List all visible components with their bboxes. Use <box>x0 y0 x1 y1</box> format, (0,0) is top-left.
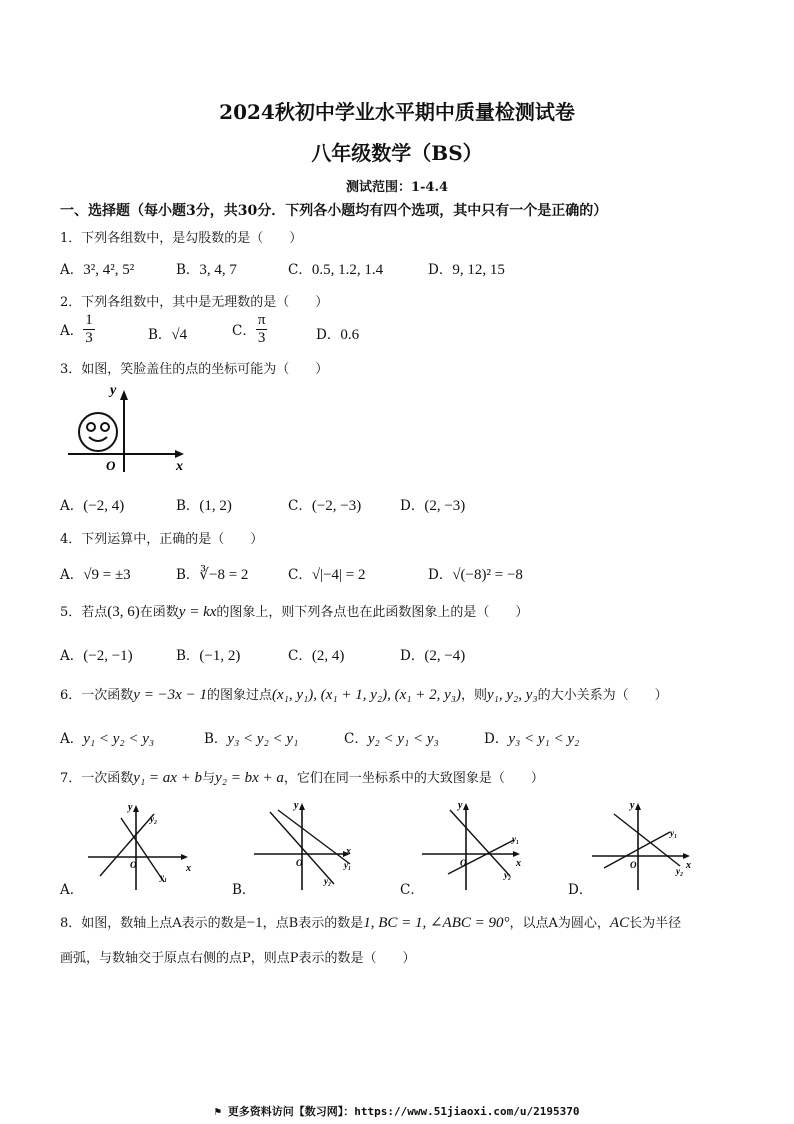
q2-option-b[interactable]: B．√4 <box>148 327 188 343</box>
footer-link[interactable] <box>0 1103 794 1119</box>
q2-option-c[interactable]: C． $\frac{\pi}{3}$ <box>232 312 266 346</box>
q6-option-b[interactable]: B．y₃ < y₂ < y₁ <box>204 731 299 747</box>
q7-graph-c[interactable] <box>420 800 530 892</box>
flag-icon: ⚑ <box>214 1105 222 1118</box>
svg-text:y₁: y₁ <box>512 834 520 844</box>
q7-option-a[interactable]: A． <box>60 882 84 898</box>
q1-option-a[interactable]: A．3², 4², 5² <box>60 262 135 278</box>
q3-y-label: y <box>110 383 117 398</box>
q7-option-d[interactable]: D． <box>568 882 593 898</box>
q7-graph-b[interactable] <box>252 800 362 892</box>
svg-text:y: y <box>128 802 133 813</box>
page-subtitle: 八年级数学（BS） <box>311 141 483 165</box>
svg-text:O: O <box>130 860 137 870</box>
q3-option-d[interactable]: D．(2, −3) <box>400 498 466 514</box>
question-8-stem-line2: 画弧，与数轴交于原点右侧的点P，则点P表示的数是（ ） <box>60 951 416 966</box>
svg-text:y₂: y₂ <box>324 876 332 886</box>
smiley-face-icon <box>79 413 117 451</box>
svg-text:O: O <box>630 860 637 870</box>
question-8-stem-line1: 8．如图，数轴上点A表示的数是−1，点B表示的数是1, BC = 1, ∠ABC = 90°，以点A为圆心，AC长为半径 <box>60 915 682 931</box>
q7-graph-d[interactable] <box>590 800 700 892</box>
q7-graph-a[interactable] <box>86 800 196 892</box>
q1-option-b[interactable]: B．3, 4, 7 <box>176 262 237 278</box>
question-3-stem: 3．如图，笑脸盖住的点的坐标可能为（ ） <box>60 362 329 377</box>
q7-option-b[interactable]: B． <box>232 882 256 898</box>
svg-text:x: x <box>686 860 691 871</box>
q6-option-c[interactable]: C．y₂ < y₁ < y₃ <box>344 731 439 747</box>
page-title: 2024秋初中学业水平期中质量检测试卷 <box>219 100 575 124</box>
section-heading: 一、选择题（每小题3分，共30分．下列各小题均有四个选项，其中只有一个是正确的） <box>60 203 608 219</box>
svg-text:O: O <box>460 858 467 868</box>
q5-option-b[interactable]: B．(−1, 2) <box>176 648 241 664</box>
q3-origin-label: O <box>106 458 116 473</box>
question-2-stem: 2．下列各组数中，其中是无理数的是（ ） <box>60 295 329 310</box>
svg-text:O: O <box>296 858 303 868</box>
q5-option-d[interactable]: D．(2, −4) <box>400 648 466 664</box>
svg-text:y: y <box>294 800 299 811</box>
q4-option-b[interactable]: B．∛−8 = 2 <box>176 567 249 583</box>
question-6-stem: 6．一次函数y = −3x − 1的图象过点(x₁, y₁), (x₁ + 1, y₂), (x₁ + 2, y₃)，则y₁, y₂, y₃的大小关系为（ ） <box>60 687 668 703</box>
svg-text:y₁: y₁ <box>670 828 678 838</box>
q3-option-b[interactable]: B．(1, 2) <box>176 498 232 514</box>
q3-x-label: x <box>176 459 183 474</box>
q6-option-d[interactable]: D．y₃ < y₁ < y₂ <box>484 731 580 747</box>
q2-option-a[interactable]: A． $\frac{1}{3}$ <box>60 312 93 346</box>
svg-text:y: y <box>458 800 463 811</box>
svg-text:y₂: y₂ <box>504 870 512 880</box>
svg-text:x: x <box>346 846 351 857</box>
svg-text:y₂: y₂ <box>150 814 158 824</box>
q4-option-a[interactable]: A．√9 = ±3 <box>60 567 131 583</box>
question-1-stem: 1．下列各组数中，是勾股数的是（ ） <box>60 231 303 246</box>
test-scope: 测试范围：1-4.4 <box>345 180 449 195</box>
question-7-stem: 7．一次函数y₁ = ax + b与y₂ = bx + a，它们在同一坐标系中的大致图象是（ ） <box>60 770 544 786</box>
q3-smiley-coordinate-figure <box>64 382 194 476</box>
svg-text:x: x <box>186 863 191 874</box>
q3-option-a[interactable]: A．(−2, 4) <box>60 498 125 514</box>
q3-option-c[interactable]: C．(−2, −3) <box>288 498 362 514</box>
q6-option-a[interactable]: A．y₁ < y₂ < y₃ <box>60 731 155 747</box>
q4-option-d[interactable]: D．√(−8)² = −8 <box>428 567 523 583</box>
q4-option-c[interactable]: C．√|−4| = 2 <box>288 567 366 583</box>
svg-text:y₁: y₁ <box>160 872 168 882</box>
svg-text:y₂: y₂ <box>676 866 684 876</box>
q1-option-d[interactable]: D．9, 12, 15 <box>428 262 505 278</box>
footer-text: 更多资料访问【数习网】：https://www.51jiaoxi.com/u/2195370 <box>227 1105 580 1118</box>
q2-option-d[interactable]: D．0.6 <box>316 327 360 343</box>
q5-option-c[interactable]: C．(2, 4) <box>288 648 345 664</box>
q5-option-a[interactable]: A．(−2, −1) <box>60 648 133 664</box>
q1-option-c[interactable]: C．0.5, 1.2, 1.4 <box>288 262 384 278</box>
svg-text:y₁: y₁ <box>344 860 352 870</box>
q7-option-c[interactable]: C． <box>400 882 424 898</box>
svg-text:y: y <box>630 800 635 811</box>
question-5-stem: 5．若点(3, 6)在函数y = kx的图象上，则下列各点也在此函数图象上的是（ ） <box>60 604 529 620</box>
question-4-stem: 4．下列运算中，正确的是（ ） <box>60 532 264 547</box>
svg-text:x: x <box>516 858 521 869</box>
